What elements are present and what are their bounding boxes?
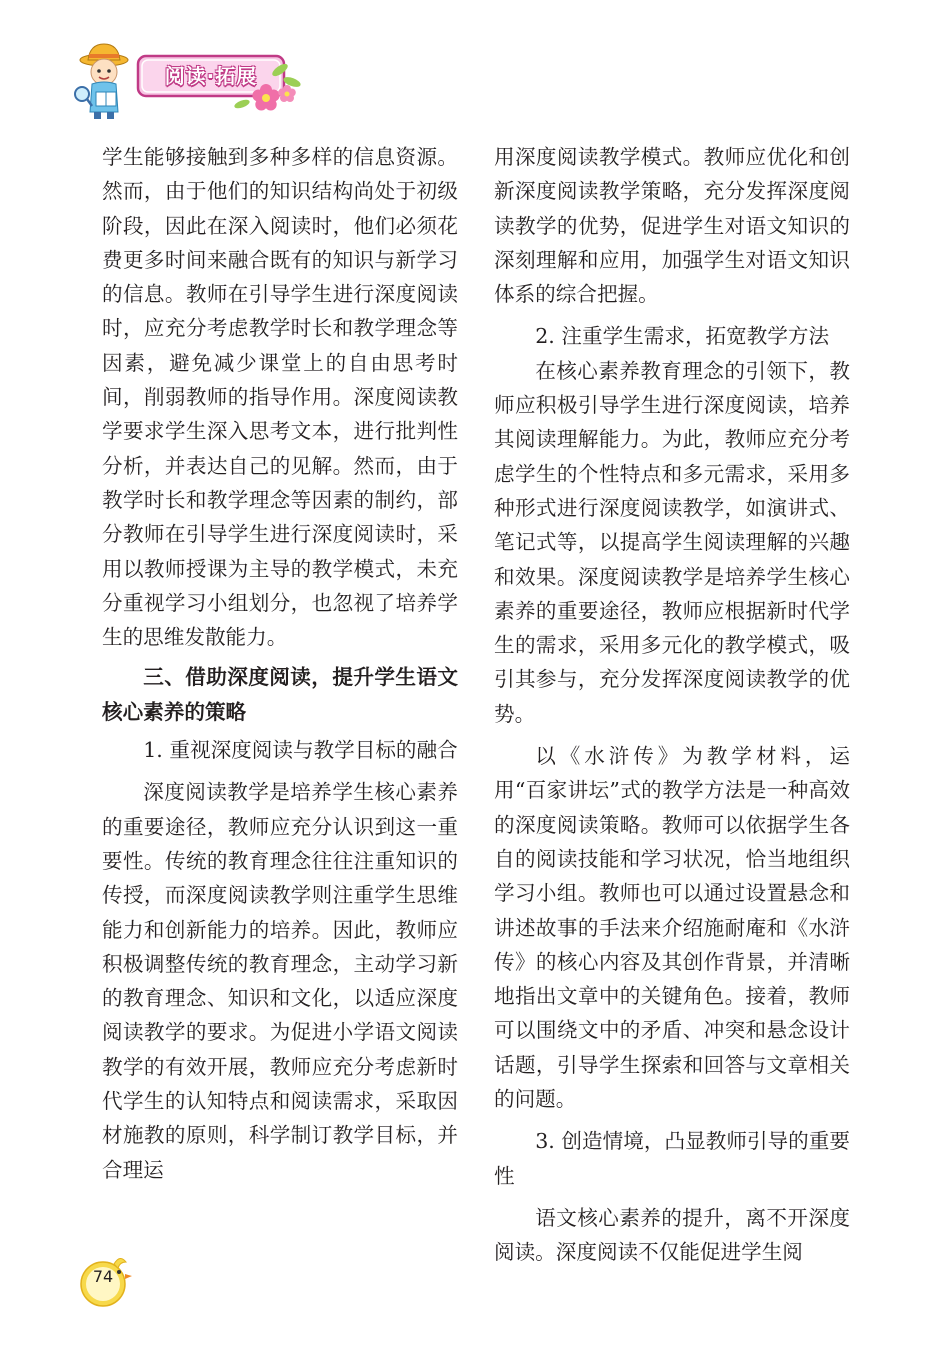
child-reader-icon [75,44,128,119]
subheading: 1. 重视深度阅读与教学目标的融合 [143,738,458,763]
page-number-badge [70,1250,140,1310]
section-label: 阅读·拓展 [164,64,258,88]
section-heading: 三、借助深度阅读，提升学生语文核心素养的策略 [102,665,458,724]
paragraph: 以《水浒传》为教学材料，运用“百家讲坛”式的教学方法是一种高效的深度阅读策略。教师可以依据学生各自的阅读技能和学习状况，恰当地组织学习小组。教师也可以通过设置悬念和讲述故事的手法来介绍施耐庵和《水浒传》的核心内容及其创作背景，并清晰地指出文章中的关键角色。接着，教师可以围绕文中的矛盾、冲突和悬念设计话题，引导学生探索和回答与文章相关的问题。 [494,744,850,1112]
page-number: 74 [92,1267,114,1286]
subheading: 2. 注重学生需求，拓宽教学方法 [535,324,830,349]
right-column [494,140,850,1270]
paragraph: 学生能够接触到多种多样的信息资源。然而，由于他们的知识结构尚处于初级阶段，因此在深入阅读时，他们必须花费更多时间来融合既有的知识与新学习的信息。教师在引导学生进行深度阅读时，应充分考虑教学时长和教学理念等因素，避免减少课堂上的自由思考时间，削弱教师的指导作用。深度阅读教学要求学生深入思考文本，进行批判性分析，并表达自己的见解。然而，由于教学时长和教学理念等因素的制约，部分教师在引导学生进行深度阅读时，采用以教师授课为主导的教学模式，未充分重视学习小组划分，也忽视了培养学生的思维发散能力。 [102,145,458,650]
subheading: 3. 创造情境，凸显教师引导的重要性 [494,1129,850,1188]
paragraph: 用深度阅读教学模式。教师应优化和创新深度阅读教学策略，充分发挥深度阅读教学的优势，促进学生对语文知识的深刻理解和应用，加强学生对语文知识体系的综合把握。 [494,145,850,307]
paragraph: 深度阅读教学是培养学生核心素养的重要途径，教师应充分认识到这一重要性。传统的教育理念往往注重知识的传授，而深度阅读教学则注重学生思维能力和创新能力的培养。因此，教师应积极调整传统的教育理念，主动学习新的教育理念、知识和文化，以适应深度阅读教学的要求。为促进小学语文阅读教学的有效开展，教师应充分考虑新时代学生的认知特点和阅读需求，采取因材施教的原则，科学制订教学目标，并合理运 [102,780,458,1182]
paragraph: 在核心素养教育理念的引领下，教师应积极引导学生进行深度阅读，培养其阅读理解能力。为此，教师应充分考虑学生的个性特点和多元需求，采用多种形式进行深度阅读教学，如演讲式、笔记式等，以提高学生阅读理解的兴趣和效果。深度阅读教学是培养学生核心素养的重要途径，教师应根据新时代学生的需求，采用多元化的教学模式，吸引其参与，充分发挥深度阅读教学的优势。 [494,358,850,726]
section-banner [70,40,310,120]
leaf-icon [233,98,250,110]
paragraph: 语文核心素养的提升，离不开深度阅读。深度阅读不仅能促进学生阅 [494,1205,850,1265]
left-column [102,140,458,1187]
